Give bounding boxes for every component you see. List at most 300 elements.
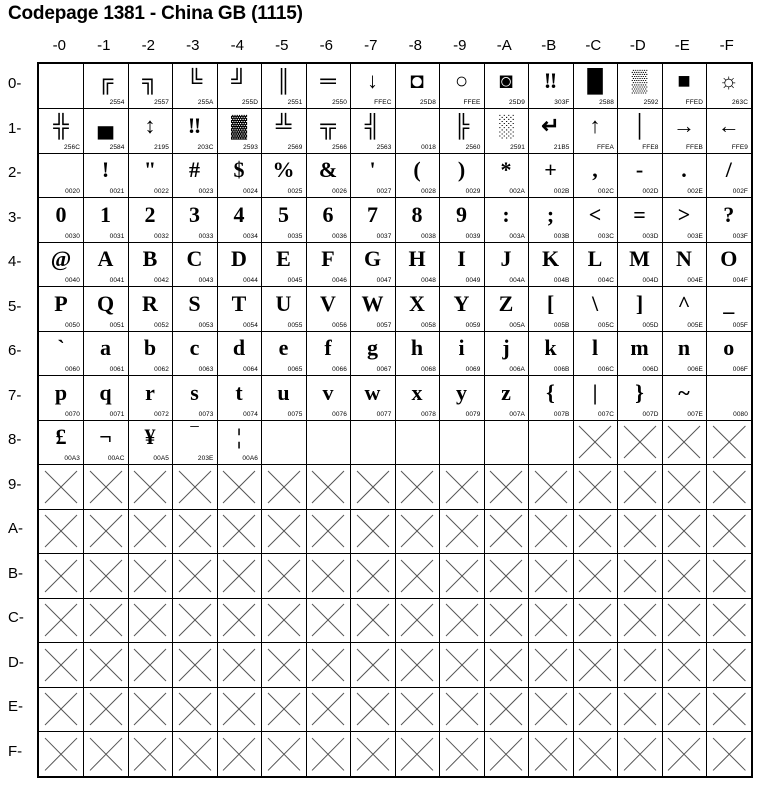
glyph: [ xyxy=(546,290,555,316)
code-cell xyxy=(128,287,173,332)
undefined-cell xyxy=(84,465,129,510)
unicode-code: 006B xyxy=(553,366,570,373)
cross-mark-icon xyxy=(484,598,528,642)
code-cell xyxy=(39,153,84,198)
cross-mark-icon xyxy=(262,687,306,731)
undefined-cell xyxy=(573,687,618,732)
column-header: -3 xyxy=(186,37,200,54)
glyph: L xyxy=(587,246,603,271)
code-cell xyxy=(707,331,752,376)
unicode-code: 006D xyxy=(642,366,659,373)
code-cell xyxy=(618,331,663,376)
glyph: 6 xyxy=(322,201,334,227)
unicode-code: 21B5 xyxy=(553,143,570,151)
undefined-cell xyxy=(306,554,351,599)
cross-mark-icon xyxy=(395,509,439,553)
cross-mark-icon xyxy=(173,509,217,553)
glyph: h xyxy=(410,335,424,360)
undefined-cell xyxy=(484,554,529,599)
undefined-cell xyxy=(84,509,129,554)
row-header: F- xyxy=(8,742,23,760)
glyph: y xyxy=(456,379,467,405)
column-header: -2 xyxy=(141,37,155,54)
cross-mark-icon xyxy=(529,554,573,598)
glyph: ( xyxy=(413,157,421,182)
glyph: ¬ xyxy=(99,424,112,449)
cross-mark-icon xyxy=(39,465,83,509)
unicode-code: 0058 xyxy=(421,321,436,329)
code-cell xyxy=(39,376,84,421)
cross-mark-icon xyxy=(529,509,573,553)
cross-mark-icon xyxy=(173,687,217,731)
cross-mark-icon xyxy=(173,598,217,642)
glyph: ↓ xyxy=(367,68,378,93)
cross-mark-icon xyxy=(618,420,662,464)
undefined-cell xyxy=(39,465,84,510)
glyph: 8 xyxy=(411,201,423,227)
code-cell xyxy=(573,198,618,243)
unicode-code: 005A xyxy=(509,321,525,329)
code-cell xyxy=(529,376,574,421)
unicode-code: 2588 xyxy=(599,99,614,106)
undefined-cell xyxy=(529,687,574,732)
unicode-code: 004C xyxy=(598,277,614,284)
unicode-code: 0026 xyxy=(332,188,347,195)
code-cell xyxy=(618,64,663,109)
code-cell xyxy=(395,198,440,243)
cross-mark-icon xyxy=(573,465,617,509)
code-cell xyxy=(707,198,752,243)
cross-mark-icon xyxy=(217,465,261,509)
code-cell xyxy=(128,376,173,421)
cross-mark-icon xyxy=(306,598,350,642)
unicode-code: 0029 xyxy=(465,188,481,195)
codepage-grid xyxy=(37,62,753,778)
glyph: | xyxy=(592,379,598,405)
cross-mark-icon xyxy=(484,732,528,777)
glyph: J xyxy=(500,246,512,271)
unicode-code: 007B xyxy=(553,410,570,418)
undefined-cell xyxy=(662,643,707,688)
undefined-cell xyxy=(217,465,262,510)
cross-mark-icon xyxy=(662,420,706,464)
code-cell xyxy=(484,331,529,376)
undefined-cell xyxy=(662,509,707,554)
cross-mark-icon xyxy=(707,732,752,777)
undefined-cell xyxy=(484,687,529,732)
glyph: T xyxy=(231,290,247,316)
undefined-cell xyxy=(39,732,84,777)
unicode-code: 003E xyxy=(687,232,703,240)
glyph: ) xyxy=(457,157,466,182)
code-cell xyxy=(395,153,440,198)
undefined-cell xyxy=(262,598,307,643)
glyph: ↕ xyxy=(144,112,156,138)
unicode-code: 003C xyxy=(598,232,614,240)
code-cell xyxy=(440,109,485,154)
cross-mark-icon xyxy=(351,598,395,642)
unicode-code: FFED xyxy=(685,99,703,106)
cross-mark-icon xyxy=(217,598,261,642)
cross-mark-icon xyxy=(440,554,484,598)
undefined-cell xyxy=(707,420,752,465)
undefined-cell xyxy=(529,465,574,510)
cross-mark-icon xyxy=(128,465,172,509)
unicode-code: 007D xyxy=(642,410,659,418)
cross-mark-icon xyxy=(84,643,128,687)
code-cell xyxy=(529,153,574,198)
glyph: N xyxy=(676,246,692,271)
undefined-cell xyxy=(662,687,707,732)
glyph: # xyxy=(189,157,200,182)
cross-mark-icon xyxy=(440,598,484,642)
undefined-cell xyxy=(484,465,529,510)
unicode-code: 002B xyxy=(553,188,570,195)
undefined-cell xyxy=(306,643,351,688)
undefined-cell xyxy=(440,643,485,688)
cross-mark-icon xyxy=(173,732,217,777)
code-cell xyxy=(662,287,707,332)
code-cell xyxy=(84,109,129,154)
undefined-cell xyxy=(306,509,351,554)
glyph: ^ xyxy=(677,290,691,316)
cross-mark-icon xyxy=(440,687,484,731)
undefined-cell xyxy=(484,732,529,777)
undefined-cell xyxy=(128,732,173,777)
code-cell xyxy=(39,242,84,287)
code-cell xyxy=(351,242,396,287)
glyph: O xyxy=(720,246,738,271)
undefined-cell xyxy=(395,732,440,777)
undefined-cell xyxy=(39,643,84,688)
code-cell xyxy=(262,331,307,376)
column-header: -8 xyxy=(408,37,422,54)
unicode-code: FFEE xyxy=(463,99,481,106)
cross-mark-icon xyxy=(84,509,128,553)
page-title: Codepage 1381 - China GB (1115) xyxy=(8,3,303,24)
undefined-cell xyxy=(39,554,84,599)
glyph: C xyxy=(186,246,203,271)
unicode-code: 0069 xyxy=(465,366,481,373)
code-cell xyxy=(173,109,218,154)
cross-mark-icon xyxy=(618,465,662,509)
cross-mark-icon xyxy=(39,687,83,731)
undefined-cell xyxy=(618,509,663,554)
code-cell xyxy=(84,287,129,332)
code-cell xyxy=(173,153,218,198)
code-cell xyxy=(529,287,574,332)
unicode-code: 0024 xyxy=(243,188,258,195)
code-cell xyxy=(529,109,574,154)
code-cell xyxy=(618,376,663,421)
cross-mark-icon xyxy=(662,509,706,553)
code-cell xyxy=(351,376,396,421)
undefined-cell xyxy=(707,554,752,599)
unicode-code: 0047 xyxy=(376,277,392,284)
cross-mark-icon xyxy=(484,554,528,598)
undefined-cell xyxy=(39,687,84,732)
code-cell xyxy=(84,198,129,243)
column-header: -C xyxy=(585,37,602,54)
column-header: -7 xyxy=(364,37,378,54)
glyph: F xyxy=(321,246,335,271)
undefined-cell xyxy=(440,554,485,599)
glyph: K xyxy=(541,246,560,271)
cross-mark-icon xyxy=(306,509,350,553)
undefined-cell xyxy=(173,687,218,732)
glyph: o xyxy=(723,335,735,360)
unicode-code: 0064 xyxy=(243,366,258,373)
cross-mark-icon xyxy=(128,598,172,642)
undefined-cell xyxy=(440,687,485,732)
code-cell xyxy=(573,331,618,376)
unicode-code: 006F xyxy=(732,366,748,373)
glyph: u xyxy=(277,379,290,405)
unicode-code: 0053 xyxy=(198,321,214,329)
cross-mark-icon xyxy=(573,687,617,731)
unicode-code: 00A3 xyxy=(64,455,80,462)
cross-mark-icon xyxy=(440,732,484,777)
cross-mark-icon xyxy=(217,732,261,777)
unicode-code: 004D xyxy=(642,277,659,284)
unicode-code: 203C xyxy=(197,143,214,151)
cross-mark-icon xyxy=(529,465,573,509)
glyph: ◘ xyxy=(410,68,424,93)
glyph: g xyxy=(367,335,378,360)
cross-mark-icon xyxy=(306,465,350,509)
undefined-cell xyxy=(618,732,663,777)
glyph: X xyxy=(409,290,425,316)
code-cell xyxy=(128,109,173,154)
code-cell xyxy=(707,109,752,154)
code-cell xyxy=(173,198,218,243)
unicode-code: 004B xyxy=(553,277,570,284)
cross-mark-icon xyxy=(662,554,706,598)
undefined-cell xyxy=(707,643,752,688)
unicode-code: 0034 xyxy=(243,232,258,240)
code-cell xyxy=(395,376,440,421)
code-cell xyxy=(173,420,218,465)
unicode-code: 0075 xyxy=(287,410,303,418)
unicode-code: 255A xyxy=(197,99,214,106)
cross-mark-icon xyxy=(707,643,752,687)
code-cell xyxy=(529,64,574,109)
unicode-code: 0061 xyxy=(109,366,125,373)
code-cell xyxy=(707,376,752,421)
code-cell xyxy=(707,64,752,109)
unicode-code: 0072 xyxy=(154,410,169,418)
unicode-code: 0057 xyxy=(376,321,392,329)
unicode-code: 0032 xyxy=(154,232,169,240)
glyph: . xyxy=(681,157,687,182)
code-cell xyxy=(529,242,574,287)
unicode-code: 007C xyxy=(598,410,614,418)
cross-mark-icon xyxy=(529,732,573,777)
undefined-cell xyxy=(351,509,396,554)
undefined-cell xyxy=(351,465,396,510)
unicode-code: 005F xyxy=(732,321,748,329)
unicode-code: 0045 xyxy=(287,277,303,284)
code-cell xyxy=(39,287,84,332)
code-cell xyxy=(484,198,529,243)
glyph: ] xyxy=(635,290,644,316)
unicode-code: 2550 xyxy=(332,99,347,106)
code-cell xyxy=(84,376,129,421)
cross-mark-icon xyxy=(395,598,439,642)
glyph: l xyxy=(591,335,599,360)
glyph: → xyxy=(673,112,695,138)
undefined-cell xyxy=(173,732,218,777)
glyph: % xyxy=(272,157,295,182)
undefined-cell xyxy=(217,509,262,554)
cross-mark-icon xyxy=(351,465,395,509)
code-cell xyxy=(484,109,529,154)
code-cell xyxy=(84,420,129,465)
cross-mark-icon xyxy=(707,554,752,598)
glyph: f xyxy=(324,335,332,360)
unicode-code: FFE8 xyxy=(642,143,659,151)
code-cell xyxy=(84,331,129,376)
code-cell xyxy=(351,198,396,243)
glyph: ▓ xyxy=(230,112,248,138)
undefined-cell xyxy=(84,687,129,732)
undefined-cell xyxy=(662,732,707,777)
unicode-code: 0030 xyxy=(65,232,80,240)
unicode-code: 0070 xyxy=(65,410,80,418)
glyph: D xyxy=(231,246,247,271)
cross-mark-icon xyxy=(351,554,395,598)
unicode-code: 0041 xyxy=(109,277,125,284)
cross-mark-icon xyxy=(395,643,439,687)
unicode-code: 0071 xyxy=(109,410,125,418)
unicode-code: 0031 xyxy=(109,232,125,240)
code-cell xyxy=(707,242,752,287)
cross-mark-icon xyxy=(529,598,573,642)
unicode-code: 2592 xyxy=(643,99,659,106)
code-cell xyxy=(128,198,173,243)
cross-mark-icon xyxy=(618,509,662,553)
code-cell xyxy=(128,153,173,198)
glyph: Y xyxy=(453,290,470,316)
code-cell xyxy=(173,64,218,109)
code-cell xyxy=(262,198,307,243)
code-cell xyxy=(306,153,351,198)
glyph: > xyxy=(677,201,691,227)
glyph: ' xyxy=(369,157,376,182)
code-cell xyxy=(618,109,663,154)
code-cell xyxy=(128,331,173,376)
code-cell xyxy=(128,64,173,109)
unicode-code: 002D xyxy=(642,188,659,195)
glyph: @ xyxy=(50,246,72,271)
glyph: ↵ xyxy=(541,112,560,138)
undefined-cell xyxy=(84,643,129,688)
glyph: q xyxy=(99,379,112,405)
column-header: -1 xyxy=(97,37,111,54)
unicode-code: 006A xyxy=(509,366,525,373)
undefined-cell xyxy=(306,465,351,510)
row-header: 0- xyxy=(8,75,22,92)
unicode-code: 0060 xyxy=(65,366,80,373)
code-cell xyxy=(217,153,262,198)
cross-mark-icon xyxy=(39,509,83,553)
glyph: 4 xyxy=(233,201,245,227)
code-cell xyxy=(351,420,396,465)
code-cell xyxy=(573,376,618,421)
cross-mark-icon xyxy=(484,465,528,509)
code-cell xyxy=(306,198,351,243)
glyph: ; xyxy=(546,201,555,227)
glyph: b xyxy=(143,335,157,360)
undefined-cell xyxy=(395,687,440,732)
glyph: U xyxy=(275,290,292,316)
undefined-cell xyxy=(440,732,485,777)
code-cell xyxy=(395,331,440,376)
undefined-cell xyxy=(306,598,351,643)
undefined-cell xyxy=(662,420,707,465)
glyph: 7 xyxy=(367,201,378,227)
code-cell xyxy=(306,331,351,376)
code-cell xyxy=(306,287,351,332)
glyph: ╩ xyxy=(275,112,292,138)
glyph: z xyxy=(501,379,511,405)
code-cell xyxy=(128,242,173,287)
cross-mark-icon xyxy=(573,420,617,464)
glyph: ═ xyxy=(320,68,336,93)
code-cell xyxy=(440,153,485,198)
glyph: R xyxy=(142,290,158,316)
code-cell xyxy=(618,242,663,287)
cross-mark-icon xyxy=(39,643,83,687)
cross-mark-icon xyxy=(573,598,617,642)
glyph: M xyxy=(629,246,650,271)
unicode-code: FFE9 xyxy=(731,143,748,151)
unicode-code: 006E xyxy=(687,366,703,373)
cross-mark-icon xyxy=(84,554,128,598)
unicode-code: 0046 xyxy=(332,277,347,284)
cross-mark-icon xyxy=(573,554,617,598)
unicode-code: 2195 xyxy=(154,143,169,151)
undefined-cell xyxy=(173,465,218,510)
undefined-cell xyxy=(39,509,84,554)
glyph: V xyxy=(320,290,336,316)
cross-mark-icon xyxy=(484,509,528,553)
unicode-code: 0065 xyxy=(287,366,303,373)
glyph: E xyxy=(276,246,291,271)
unicode-code: FFEA xyxy=(596,143,614,151)
cross-mark-icon xyxy=(262,732,306,777)
cross-mark-icon xyxy=(662,732,706,777)
code-cell xyxy=(440,420,485,465)
code-cell xyxy=(306,376,351,421)
code-cell xyxy=(262,64,307,109)
code-cell xyxy=(351,153,396,198)
unicode-code: 0018 xyxy=(421,143,436,151)
glyph: ║ xyxy=(275,68,292,93)
undefined-cell xyxy=(707,509,752,554)
row-header: A- xyxy=(8,520,23,537)
unicode-code: 004A xyxy=(509,277,525,284)
code-cell xyxy=(395,420,440,465)
code-cell xyxy=(662,331,707,376)
undefined-cell xyxy=(217,687,262,732)
unicode-code: 0040 xyxy=(65,277,80,284)
glyph: ▄ xyxy=(97,112,114,138)
code-cell xyxy=(217,242,262,287)
column-header: -A xyxy=(496,37,512,54)
unicode-code: 005B xyxy=(553,321,570,329)
unicode-code: 0022 xyxy=(154,188,169,195)
